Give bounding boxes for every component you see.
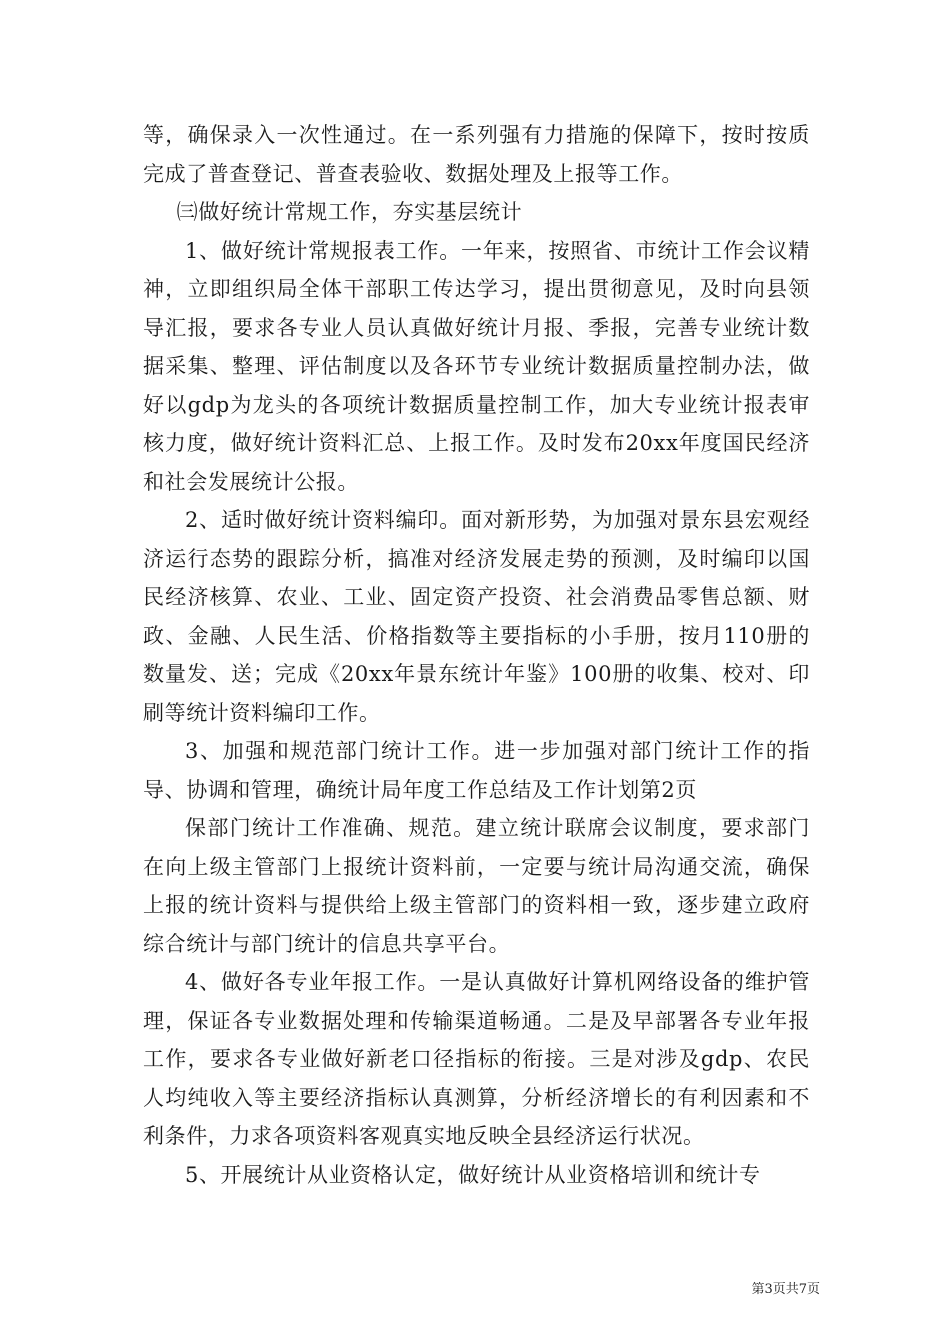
document-body bbox=[143, 116, 810, 1194]
section-heading: ㈢做好统计常规工作，夯实基层统计 bbox=[176, 200, 523, 224]
paragraph-1: 等，确保录入一次性通过。在一系列强有力措施的保障下，按时按质完成了普查登记、普查表验收、数据处理及上报等工作。 bbox=[143, 123, 810, 186]
paragraph-item-5: 5、开展统计从业资格认定，做好统计从业资格培训和统计专 bbox=[185, 1162, 761, 1187]
page-number: 第3页共7页 bbox=[751, 1282, 820, 1297]
paragraph-item-4: 4、做好各专业年报工作。一是认真做好计算机网络设备的维护管理，保证各专业数据处理和传输渠道畅通。二是及早部署各专业年报工作，要求各专业做好新老口径指标的衔接。三是对涉及gdp、农民人均纯收入等主要经济指标认真测算，分析经济增长的有利因素和不利条件，力求各项资料客观真实地反映全县经济运行状况。 bbox=[143, 970, 810, 1148]
paragraph-continuation: 保部门统计工作准确、规范。建立统计联席会议制度，要求部门在向上级主管部门上报统计资料前，一定要与统计局沟通交流，确保上报的统计资料与提供给上级主管部门的资料相一致，逐步建立政府综合统计与部门统计的信息共享平台。 bbox=[143, 816, 810, 956]
paragraph-item-2: 2、适时做好统计资料编印。面对新形势，为加强对景东县宏观经济运行态势的跟踪分析，搞准对经济发展走势的预测，及时编印以国民经济核算、农业、工业、固定资产投资、社会消费品零售总额、财政、金融、人民生活、价格指数等主要指标的小手册，按月110册的数量发、送；完成《20xx年景东统计年鉴》100册的收集、校对、印刷等统计资料编印工作。 bbox=[143, 508, 810, 725]
paragraph-item-3: 3、加强和规范部门统计工作。进一步加强对部门统计工作的指导、协调和管理，确统计局年度工作总结及工作计划第2页 bbox=[143, 739, 810, 802]
paragraph-item-1: 1、做好统计常规报表工作。一年来，按照省、市统计工作会议精神，立即组织局全体干部职工传达学习，提出贯彻意见，及时向县领导汇报，要求各专业人员认真做好统计月报、季报，完善专业统计数据采集、整理、评估制度以及各环节专业统计数据质量控制办法，做好以gdp为龙头的各项统计数据质量控制工作，加大专业统计报表审核力度，做好统计资料汇总、上报工作。及时发布20xx年度国民经济和社会发展统计公报。 bbox=[143, 238, 810, 494]
